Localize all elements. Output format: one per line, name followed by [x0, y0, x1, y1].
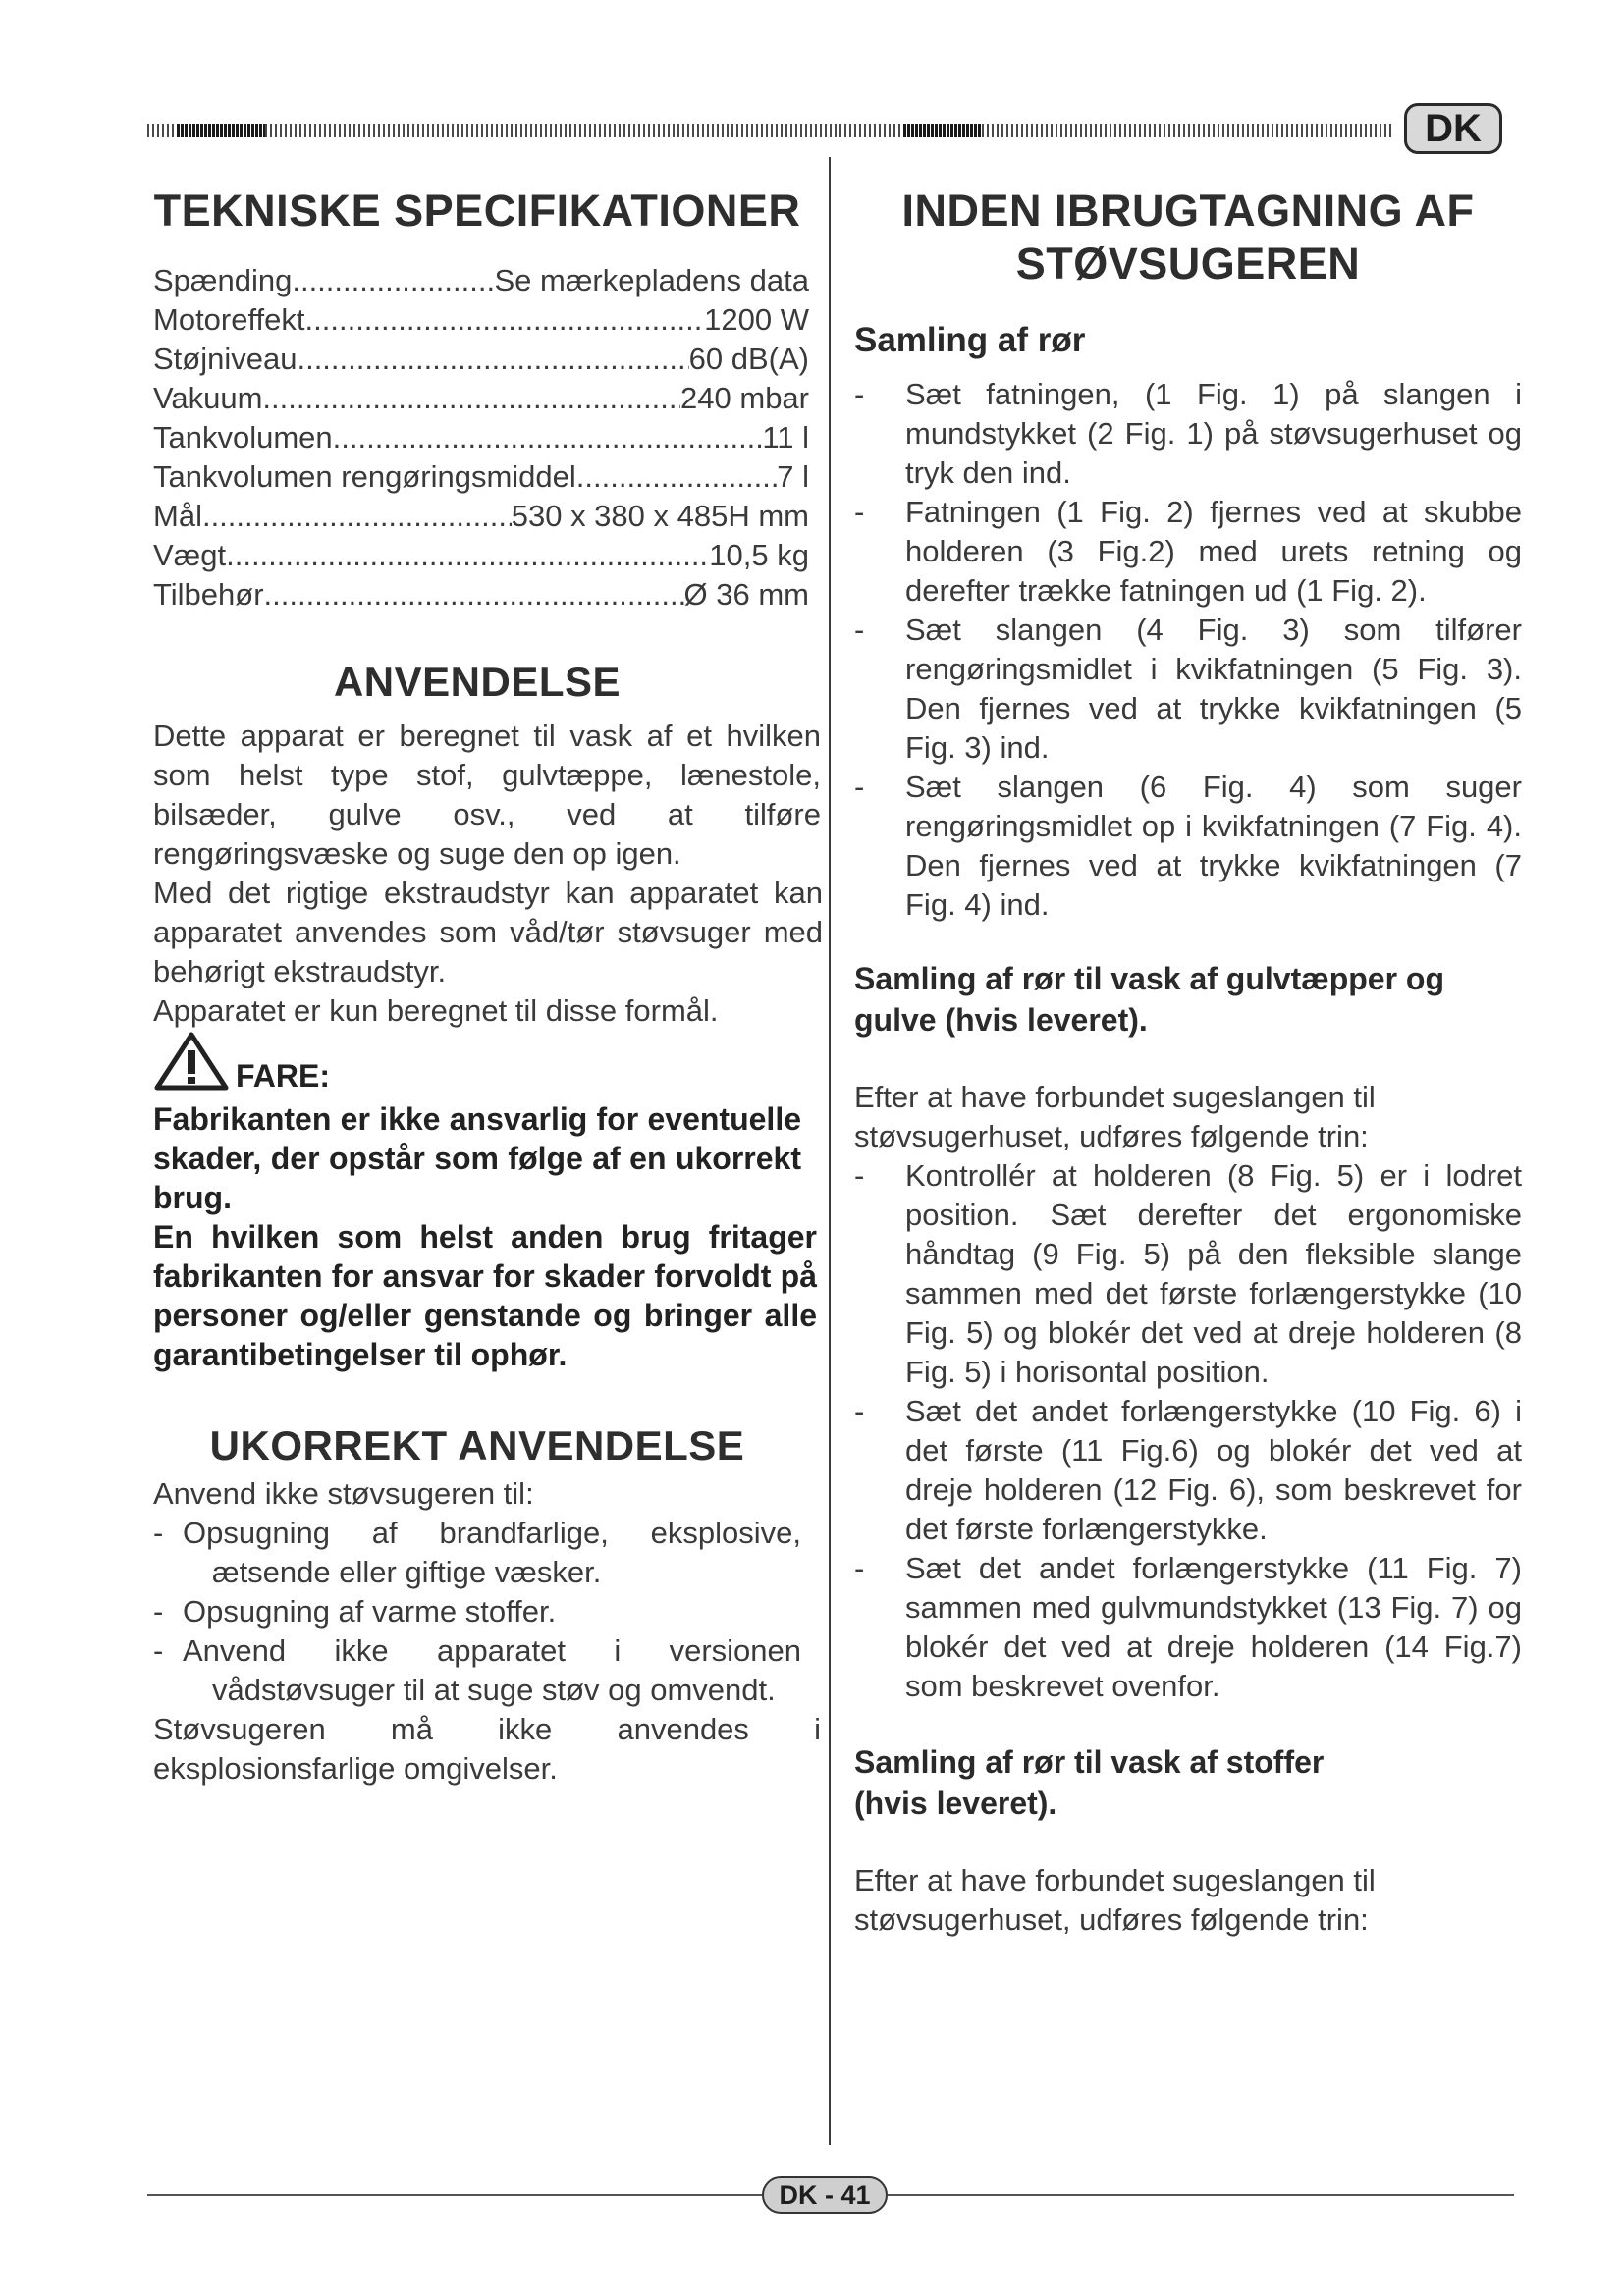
- spec-label: Motoreffekt: [153, 302, 305, 337]
- usage-paragraph-1: Dette apparat er beregnet til vask af et hvilken som helst type stof, gulvtæppe, lænestole, bilsæder, gulve osv., ved at tilføre rengøringsvæske og suge den op igen.: [153, 719, 821, 871]
- specs-list: [153, 261, 809, 614]
- spec-value: 7 l: [777, 459, 809, 494]
- spec-value: Ø 36 mm: [683, 577, 809, 612]
- list-item: - Kontrollér at holderen (8 Fig. 5) er i lodret position. Sæt derefter det ergonomiske håndtag (9 Fig. 5) på den fleksible slange sammen med det første forlængerstykke (10 Fig. 5) og blokér det ved at dreje holderen (8 Fig. 5) i horisontal position.: [854, 1156, 1522, 1392]
- spec-leader: [226, 536, 709, 575]
- misuse-title: UKORREKT ANVENDELSE: [209, 1422, 745, 1468]
- section3-title: Samling af rør til vask af stoffer (hvis leveret).: [854, 1744, 1325, 1821]
- spec-label: Mål: [153, 499, 202, 533]
- spec-leader: [576, 457, 777, 497]
- left-column: [153, 185, 823, 1789]
- spec-value: 530 x 380 x 485H mm: [511, 499, 809, 533]
- section2-list: [854, 1156, 1522, 1706]
- spec-leader: [264, 575, 684, 614]
- spec-row: [153, 261, 809, 300]
- spec-value: 10,5 kg: [709, 538, 809, 572]
- danger-heading: [153, 1031, 819, 1092]
- list-item: - Sæt slangen (4 Fig. 3) som tilfører rengøringsmidlet i kvikfatningen (5 Fig. 3). Den fjernes ved at trykke kvikfatningen (5 Fig. 3) ind.: [854, 611, 1522, 768]
- list-item: - Sæt fatningen, (1 Fig. 1) på slangen i mundstykket (2 Fig. 1) på støvsugerhuset og tryk den ind.: [854, 375, 1522, 493]
- footer-rule-right: [888, 2194, 1514, 2196]
- specs-title: TEKNISKE SPECIFIKATIONER: [153, 186, 801, 236]
- spec-label: Tankvolumen rengøringsmiddel: [153, 459, 576, 494]
- spec-leader: [297, 340, 688, 379]
- right-column: [854, 185, 1530, 1940]
- section3-intro: Efter at have forbundet sugeslangen til støvsugerhuset, udføres følgende trin:: [854, 1863, 1376, 1937]
- spec-value: Se mærkepladens data: [494, 263, 809, 297]
- column-divider: [829, 157, 831, 2145]
- usage-paragraph-2: Med det rigtige ekstraudstyr kan apparatet kan apparatet anvendes som våd/tør støvsuger med behørigt ekstraudstyr.: [153, 876, 823, 988]
- warning-icon: [153, 1031, 230, 1092]
- list-item: - Sæt slangen (6 Fig. 4) som suger rengøringsmidlet op i kvikfatningen (7 Fig. 4). Den fjernes ved at trykke kvikfatningen (7 Fig. 4) ind.: [854, 768, 1522, 925]
- usage-paragraph-3: Apparatet er kun beregnet til disse formål.: [153, 993, 719, 1028]
- spec-row: [153, 418, 809, 457]
- section2-title: Samling af rør til vask af gulvtæpper og gulve (hvis leveret).: [854, 961, 1445, 1038]
- list-item: - Opsugning af brandfarlige, eksplosive, ætsende eller giftige væsker.: [153, 1514, 801, 1592]
- danger-paragraph-1: Fabrikanten er ikke ansvarlig for eventuelle skader, der opstår som følge af en ukorrekt brug.: [153, 1101, 801, 1215]
- list-item: - Opsugning af varme stoffer.: [153, 1592, 801, 1631]
- list-item: - Anvend ikke apparatet i versionen vådstøvsuger til at suge støv og omvendt.: [153, 1631, 801, 1710]
- spec-row: [153, 340, 809, 379]
- spec-value: 60 dB(A): [688, 342, 809, 376]
- spec-value: 11 l: [762, 420, 809, 454]
- spec-value: 1200 W: [704, 302, 809, 337]
- spec-leader: [262, 379, 680, 418]
- list-item: - Sæt det andet forlængerstykke (11 Fig. 7) sammen med gulvmundstykket (13 Fig. 7) og blokér det ved at dreje holderen (14 Fig.7) som beskrevet ovenfor.: [854, 1549, 1522, 1706]
- spec-leader: [202, 497, 512, 536]
- list-item: - Sæt det andet forlængerstykke (10 Fig. 6) i det første (11 Fig.6) og blokér det ved at dreje holderen (12 Fig. 6), som beskrevet for det første forlængerstykke.: [854, 1392, 1522, 1549]
- footer-rule-left: [147, 2194, 762, 2196]
- usage-title: ANVENDELSE: [333, 659, 622, 705]
- spec-row: [153, 300, 809, 340]
- misuse-outro: Støvsugeren må ikke anvendes i eksplosionsfarlige omgivelser.: [153, 1712, 821, 1786]
- spec-label: Vægt: [153, 538, 227, 572]
- spec-label: Vakuum: [153, 381, 263, 415]
- spec-row: [153, 457, 809, 497]
- section1-title: Samling af rør: [854, 321, 1086, 359]
- spec-leader: [333, 418, 763, 457]
- spec-value: 240 mbar: [680, 381, 809, 415]
- section1-list: [854, 375, 1522, 925]
- danger-label: FARE:: [236, 1058, 330, 1094]
- page-number: DK - 41: [762, 2176, 888, 2214]
- spec-row: [153, 497, 809, 536]
- language-badge: DK: [1404, 103, 1502, 154]
- misuse-intro: Anvend ikke støvsugeren til:: [153, 1476, 534, 1511]
- misuse-list: [153, 1514, 801, 1710]
- header-rule: [147, 124, 1394, 137]
- spec-leader: [292, 261, 494, 300]
- list-item: - Fatningen (1 Fig. 2) fjernes ved at skubbe holderen (3 Fig.2) med urets retning og derefter trække fatningen ud (1 Fig. 2).: [854, 493, 1522, 611]
- danger-paragraph-2: En hvilken som helst anden brug fritager fabrikanten for ansvar for skader forvoldt på personer og/eller genstande og bringer alle garantibetingelser til ophør.: [153, 1219, 817, 1372]
- spec-label: Spænding: [153, 263, 293, 297]
- spec-label: Støjniveau: [153, 342, 298, 376]
- spec-row: [153, 575, 809, 614]
- section2-intro: Efter at have forbundet sugeslangen til støvsugerhuset, udføres følgende trin:: [854, 1080, 1376, 1153]
- spec-label: Tilbehør: [153, 577, 264, 612]
- spec-row: [153, 379, 809, 418]
- spec-row: [153, 536, 809, 575]
- right-title: INDEN IBRUGTAGNING AF STØVSUGEREN: [901, 186, 1475, 289]
- spec-label: Tankvolumen: [153, 420, 333, 454]
- spec-leader: [305, 300, 705, 340]
